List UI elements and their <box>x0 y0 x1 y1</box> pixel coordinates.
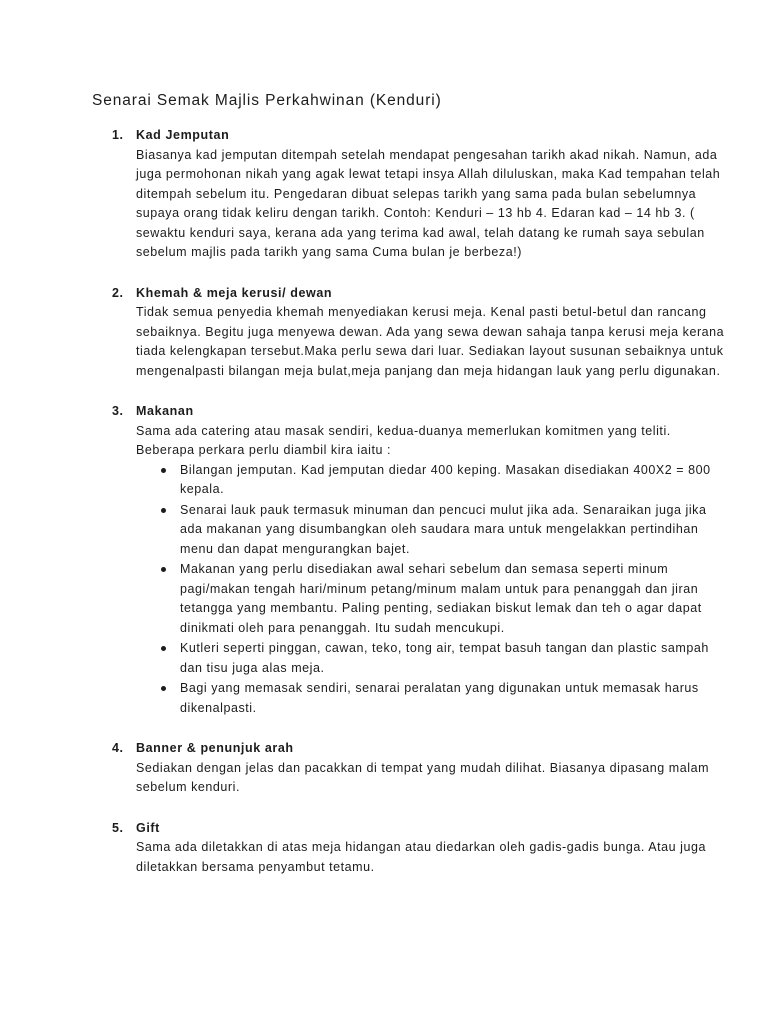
page-title: Senarai Semak Majlis Perkahwinan (Kenduri) <box>92 92 442 109</box>
bullet-line: Makanan yang perlu disediakan awal sehari sebelum dan semasa seperti minum <box>180 562 669 576</box>
section-heading: Gift <box>136 820 160 835</box>
section-body <box>136 146 768 263</box>
body-line: juga permohonan nikah yang agak lewat tetapi insya Allah diluluskan, maka Kad tempahan telah <box>136 167 721 181</box>
checklist-section <box>0 284 768 382</box>
body-line: ditempah sebelum itu. Pengedaran dibuat selepas tarikh yang sama pada bulan sebelumnya <box>136 186 697 201</box>
section-body <box>136 422 768 719</box>
body-line: mengenalpasti bilangan meja bulat,meja panjang dan meja hidangan lauk yang perlu digunakan. <box>136 363 721 378</box>
bullet-line: Senarai lauk pauk termasuk minuman dan pencuci mulut jika ada. Senaraikan juga jika <box>180 502 707 517</box>
checklist-sections <box>0 126 768 898</box>
body-line: sewaktu kenduri saya, kerana ada yang terima kad awal, telah datang ke rumah saya sebulan <box>136 225 705 240</box>
bullet-line: kepala. <box>180 482 225 496</box>
section-number: 2. <box>112 285 124 300</box>
bullet-icon <box>161 508 166 513</box>
body-line: Sediakan dengan jelas dan pacakkan di tempat yang mudah dilihat. Biasanya dipasang malam <box>136 760 710 775</box>
bullet-icon <box>161 567 166 572</box>
checklist-section <box>0 126 768 263</box>
bullet-icon <box>161 686 166 691</box>
bullet-list <box>136 461 768 719</box>
bullet-icon <box>161 468 166 473</box>
section-heading: Khemah & meja kerusi/ dewan <box>136 285 333 300</box>
bullet-line: Bagi yang memasak sendiri, senarai peralatan yang digunakan untuk memasak harus <box>180 681 699 695</box>
section-heading: Makanan <box>136 404 194 418</box>
body-line: Biasanya kad jemputan ditempah setelah mendapat pengesahan tarikh akad nikah. Namun, ada <box>136 147 718 162</box>
bullet-item <box>180 501 768 560</box>
body-line: sebelum majlis pada tarikh yang sama Cuma bulan je berbeza!) <box>136 245 522 259</box>
section-number: 4. <box>112 741 124 755</box>
bullet-line: pagi/makan tengah hari/minum petang/minum malam untuk para penanggah dan jiran <box>180 581 699 596</box>
body-line: Beberapa perkara perlu diambil kira iaitu : <box>136 443 392 457</box>
checklist-section <box>0 739 768 798</box>
bullet-line: dinikmati oleh para penanggah. Itu sudah mencukupi. <box>180 620 505 635</box>
bullet-line: dikenalpasti. <box>180 700 257 715</box>
section-body <box>136 838 768 877</box>
section-body <box>136 303 768 381</box>
section-number: 5. <box>112 820 124 835</box>
bullet-item <box>180 560 768 638</box>
body-line: Sama ada catering atau masak sendiri, kedua-duanya memerlukan komitmen yang teliti. <box>136 423 671 438</box>
checklist-section <box>0 402 768 718</box>
bullet-line: Bilangan jemputan. Kad jemputan diedar 400 keping. Masakan disediakan 400X2 = 800 <box>180 462 711 477</box>
bullet-line: ada makanan yang disumbangkan oleh saudara mara untuk mengelakkan pertindihan <box>180 522 699 536</box>
body-line: supaya orang tidak keliru dengan tarikh. Contoh: Kenduri – 13 hb 4. Edaran kad – 14 hb 3. ( <box>136 206 695 220</box>
bullet-line: dan tisu juga alas meja. <box>180 660 325 675</box>
bullet-line: tetangga yang membantu. Paling penting, sediakan biskut lemak dan teh o agar dapat <box>180 601 702 615</box>
section-number: 1. <box>112 128 124 142</box>
bullet-icon <box>161 646 166 651</box>
body-line: sebaiknya. Begitu juga menyewa dewan. Ada yang sewa dewan sahaja tanpa kerusi meja kerana <box>136 324 725 339</box>
body-line: Tidak semua penyedia khemah menyediakan kerusi meja. Kenal pasti betul-betul dan rancang <box>136 305 707 319</box>
bullet-item <box>180 679 768 718</box>
section-heading: Kad Jemputan <box>136 128 230 142</box>
bullet-line: menu dan dapat mengurangkan bajet. <box>180 541 410 556</box>
body-line: tiada kelengkapan tersebut.Maka perlu sewa dari luar. Sediakan layout susunan sebaiknya untuk <box>136 344 724 358</box>
section-body <box>136 759 768 798</box>
body-line: diletakkan bersama penyambut tetamu. <box>136 859 375 874</box>
bullet-item <box>180 461 768 500</box>
section-heading: Banner & penunjuk arah <box>136 741 294 755</box>
body-line: Sama ada diletakkan di atas meja hidangan atau diedarkan oleh gadis-gadis bunga. Atau juga <box>136 840 707 854</box>
checklist-section <box>0 819 768 878</box>
section-number: 3. <box>112 404 124 418</box>
bullet-line: Kutleri seperti pinggan, cawan, teko, tong air, tempat basuh tangan dan plastic sampah <box>180 641 709 655</box>
bullet-item <box>180 639 768 678</box>
body-line: sebelum kenduri. <box>136 780 240 794</box>
